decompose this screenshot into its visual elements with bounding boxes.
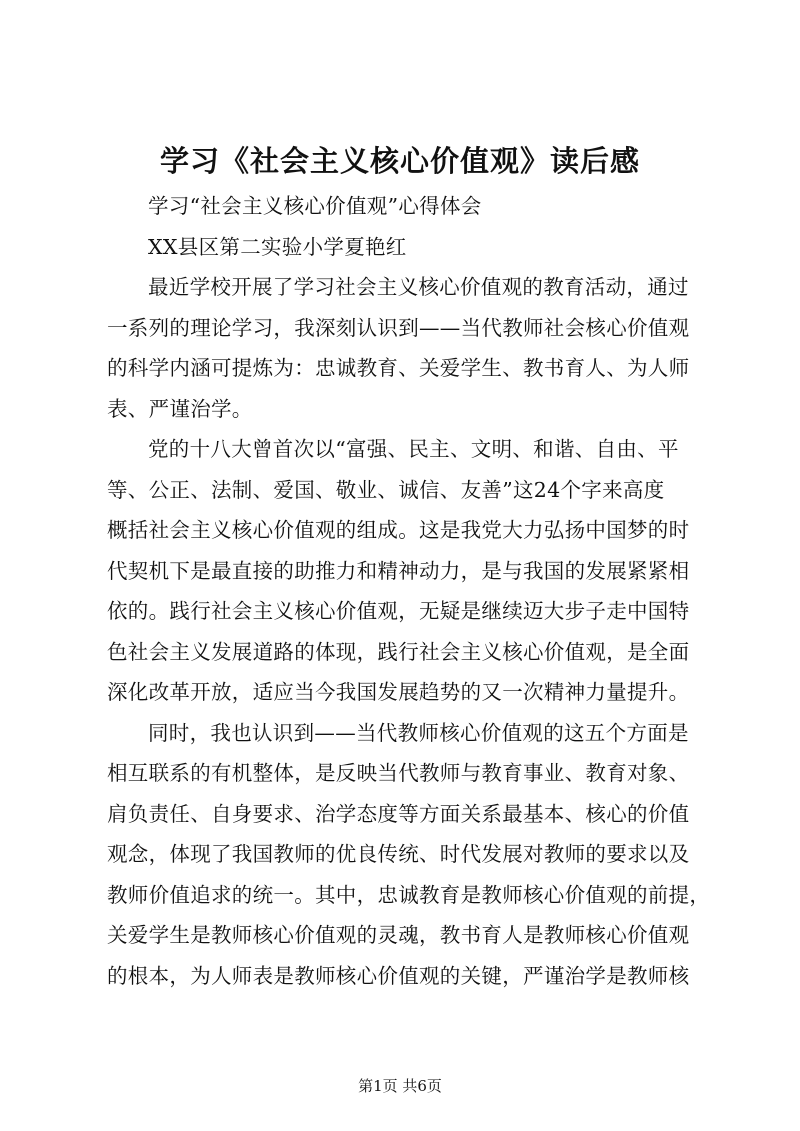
paragraph-line: 肩负责任、自身要求、治学态度等方面关系最基本、核心的价值 xyxy=(107,801,690,826)
paragraph-line: 色社会主义发展道路的体现，践行社会主义核心价值观，是全面 xyxy=(107,639,690,664)
paragraph-line: 党的十八大曾首次以“富强、民主、文明、和谐、自由、平 xyxy=(148,437,679,461)
paragraph-line: 依的。践行社会主义核心价值观，无疑是继续迈大步子走中国特 xyxy=(107,599,690,623)
page-title: 学习《社会主义核心价值观》读后感 xyxy=(159,144,640,178)
document-body xyxy=(107,186,711,996)
paragraph-line: 的科学内涵可提炼为：忠诚教育、关爱学生、教书育人、为人师 xyxy=(107,356,690,380)
author-line: XX县区第二实验小学夏艳红 xyxy=(148,234,407,259)
paragraph-line: 概括社会主义核心价值观的组成。这是我党大力弘扬中国梦的时 xyxy=(107,518,690,542)
paragraph-line: 等、公正、法制、爱国、敬业、诚信、友善”这24个字来高度 xyxy=(107,477,665,502)
subtitle-line: 学习“社会主义核心价值观”心得体会 xyxy=(148,194,482,218)
paragraph-line: 观念，体现了我国教师的优良传统、时代发展对教师的要求以及 xyxy=(107,842,690,866)
paragraph-line: 关爱学生是教师核心价值观的灵魂，教书育人是教师核心价值观 xyxy=(107,923,690,947)
page-footer: 第1页 共6页 xyxy=(358,1077,442,1095)
paragraph-line: 表、严谨治学。 xyxy=(107,396,253,421)
paragraph-line: 最近学校开展了学习社会主义核心价值观的教育活动，通过 xyxy=(148,275,689,299)
paragraph-line: 教师价值追求的统一。其中，忠诚教育是教师核心价值观的前提， xyxy=(107,882,711,907)
paragraph-line: 一系列的理论学习，我深刻认识到——当代教师社会核心价值观 xyxy=(107,315,690,340)
paragraph-line: 同时，我也认识到——当代教师核心价值观的这五个方面是 xyxy=(148,720,689,745)
paragraph-line: 的根本，为人师表是教师核心价值观的关键，严谨治学是教师核 xyxy=(107,963,690,988)
paragraph-line: 相互联系的有机整体，是反映当代教师与教育事业、教育对象、 xyxy=(107,761,690,785)
paragraph-line: 代契机下是最直接的助推力和精神动力，是与我国的发展紧紧相 xyxy=(107,558,690,583)
paragraph-line: 深化改革开放，适应当今我国发展趋势的又一次精神力量提升。 xyxy=(107,680,690,704)
